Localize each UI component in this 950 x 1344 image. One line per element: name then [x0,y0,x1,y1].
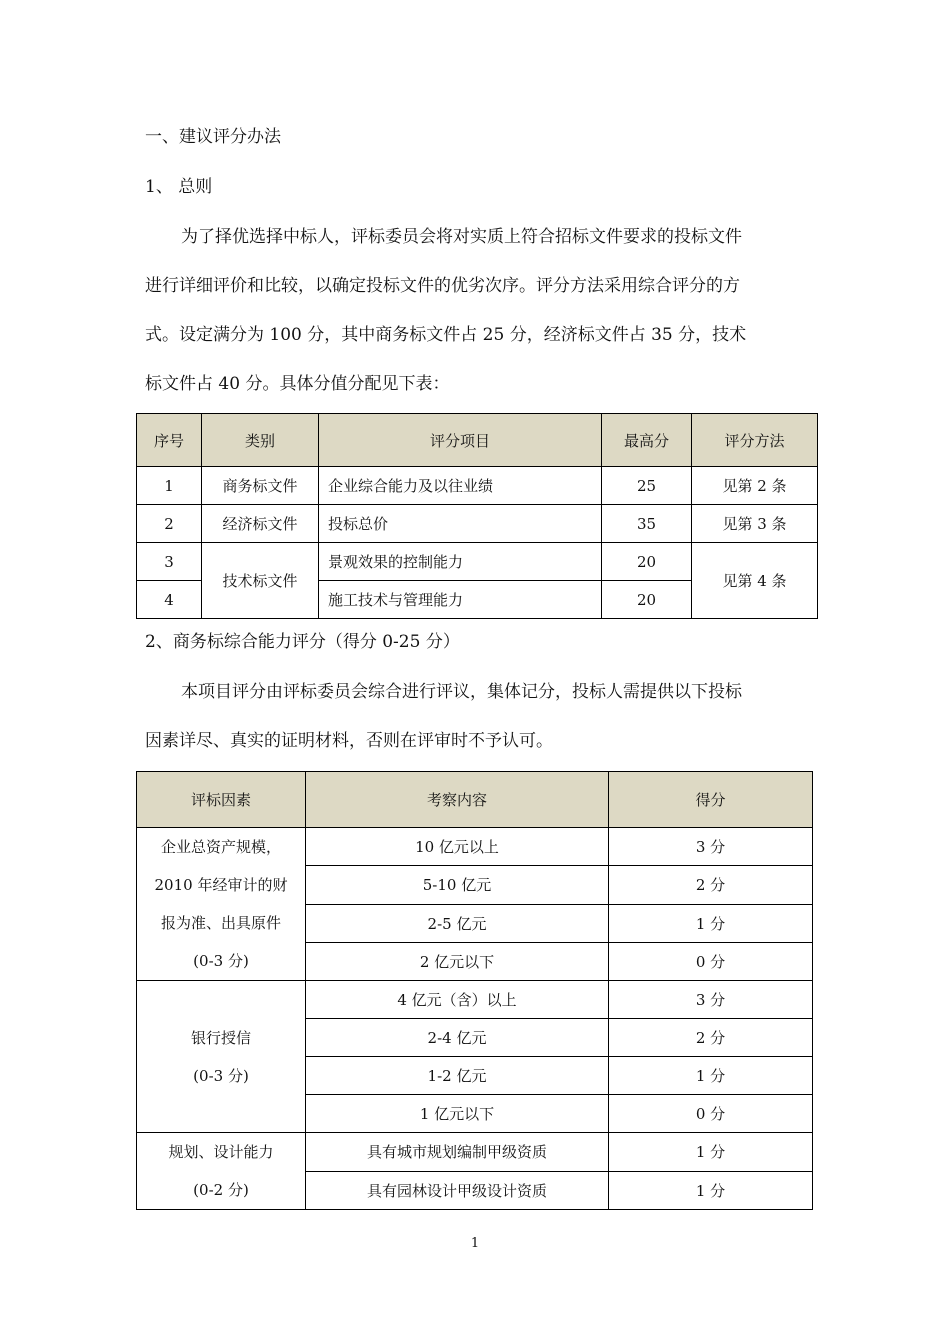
paragraph-line: 进行详细评价和比较，以确定投标文件的优劣次序。评分方法采用综合评分的方 [145,276,740,296]
cell-score: 1 分 [609,1171,813,1210]
cell-no: 2 [137,505,202,543]
header-cell: 评分方法 [692,414,818,467]
cell-item: 景观效果的控制能力 [319,543,602,581]
factor-line: (0-3 分) [193,1066,249,1085]
cell-category: 经济标文件 [202,505,319,543]
cell-max: 25 [602,467,692,505]
cell-method: 见第 3 条 [692,505,818,543]
table-row [137,1133,813,1172]
business-scoring-table [136,771,813,1210]
cell-no: 3 [137,543,202,581]
header-cell: 类别 [202,414,319,467]
header-cell: 考察内容 [306,772,609,828]
cell-score: 1 分 [609,1057,813,1095]
factor-cell-design [137,1133,306,1210]
cell-method: 见第 2 条 [692,467,818,505]
factor-line: (0-2 分) [193,1181,249,1199]
paragraph-line: 式。设定满分为 100 分，其中商务标文件占 25 分，经济标文件占 35 分，技术 [145,325,747,345]
factor-line: (0-3 分) [193,952,249,970]
cell-item: 投标总价 [319,505,602,543]
paragraph-line: 为了择优选择中标人，评标委员会将对实质上符合招标文件要求的投标文件 [181,227,742,247]
cell-no: 1 [137,467,202,505]
cell-score: 3 分 [609,981,813,1019]
table-row [137,981,813,1019]
header-cell: 评标因素 [137,772,306,828]
factor-line: 规划、设计能力 [168,1143,274,1161]
cell-category: 商务标文件 [202,467,319,505]
header-cell: 得分 [609,772,813,828]
header-cell: 评分项目 [319,414,602,467]
cell-max: 35 [602,505,692,543]
paragraph-general [145,225,807,396]
factor-line: 2010 年经审计的财 [154,876,288,894]
cell-content: 10 亿元以上 [306,828,609,866]
cell-content: 2-4 亿元 [306,1019,609,1057]
cell-score: 1 分 [609,904,813,942]
subsection-heading-business: 2、商务标综合能力评分（得分 0-25 分） [145,632,460,652]
paragraph-business [145,680,807,753]
factor-cell-credit [137,981,306,1133]
cell-item: 企业综合能力及以往业绩 [319,467,602,505]
cell-category: 技术标文件 [202,543,319,619]
table-row [137,467,818,505]
factor-cell-assets [137,828,306,981]
cell-score: 2 分 [609,866,813,904]
table-row [137,828,813,866]
score-allocation-table [136,413,818,619]
factor-line: 银行授信 [190,1028,251,1047]
cell-content: 1-2 亿元 [306,1057,609,1095]
cell-max: 20 [602,581,692,619]
cell-method: 见第 4 条 [692,543,818,619]
cell-content: 1 亿元以下 [306,1095,609,1133]
cell-content: 2 亿元以下 [306,942,609,980]
cell-content: 具有城市规划编制甲级资质 [306,1133,609,1172]
cell-content: 5-10 亿元 [306,866,609,904]
paragraph-line: 标文件占 40 分。具体分值分配见下表： [145,374,450,394]
cell-item: 施工技术与管理能力 [319,581,602,619]
page-number: 1 [470,1236,480,1251]
table-header-row [137,414,818,467]
table-header-row [137,772,813,828]
cell-no: 4 [137,581,202,619]
cell-score: 0 分 [609,1095,813,1133]
factor-line: 企业总资产规模， [160,838,281,856]
paragraph-line: 因素详尽、真实的证明材料，否则在评审时不予认可。 [145,731,553,751]
cell-score: 3 分 [609,828,813,866]
table-row [137,543,818,581]
header-cell: 最高分 [602,414,692,467]
cell-content: 2-5 亿元 [306,904,609,942]
cell-content: 4 亿元（含）以上 [306,981,609,1019]
header-cell: 序号 [137,414,202,467]
cell-score: 1 分 [609,1133,813,1172]
section-heading: 一、建议评分办法 [145,127,281,147]
cell-content: 具有园林设计甲级设计资质 [306,1171,609,1210]
table-row [137,505,818,543]
cell-score: 2 分 [609,1019,813,1057]
factor-line: 报为准、出具原件 [160,914,281,932]
cell-score: 0 分 [609,942,813,980]
paragraph-line: 本项目评分由评标委员会综合进行评议，集体记分，投标人需提供以下投标 [181,682,742,702]
cell-max: 20 [602,543,692,581]
subsection-heading-general: 1、 总则 [145,177,213,197]
